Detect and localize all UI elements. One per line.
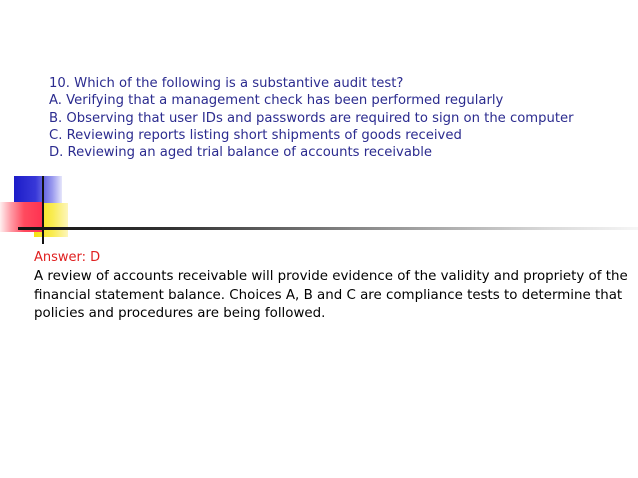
answer-label: Answer: D xyxy=(34,250,101,265)
option-d: D. Reviewing an aged trial balance of accounts receivable xyxy=(49,145,433,161)
explanation-line: financial statement balance. Choices A, B and C are compliance tests to determine that xyxy=(34,287,623,303)
question-stem: 10. Which of the following is a substantive audit test? xyxy=(49,76,404,91)
answer-explanation xyxy=(34,268,628,324)
horizontal-rule xyxy=(18,227,638,230)
decorative-divider xyxy=(0,176,638,246)
option-c: C. Reviewing reports listing short shipments of goods received xyxy=(49,127,462,143)
explanation-line: policies and procedures are being followed. xyxy=(34,306,326,321)
question-block xyxy=(49,75,619,161)
explanation-line: A review of accounts receivable will provide evidence of the validity and propriety of the xyxy=(34,269,628,284)
option-a: A. Verifying that a management check has been performed regularly xyxy=(49,93,504,109)
option-b: B. Observing that user IDs and passwords are required to sign on the computer xyxy=(49,110,574,126)
vertical-line-decoration xyxy=(42,176,44,244)
